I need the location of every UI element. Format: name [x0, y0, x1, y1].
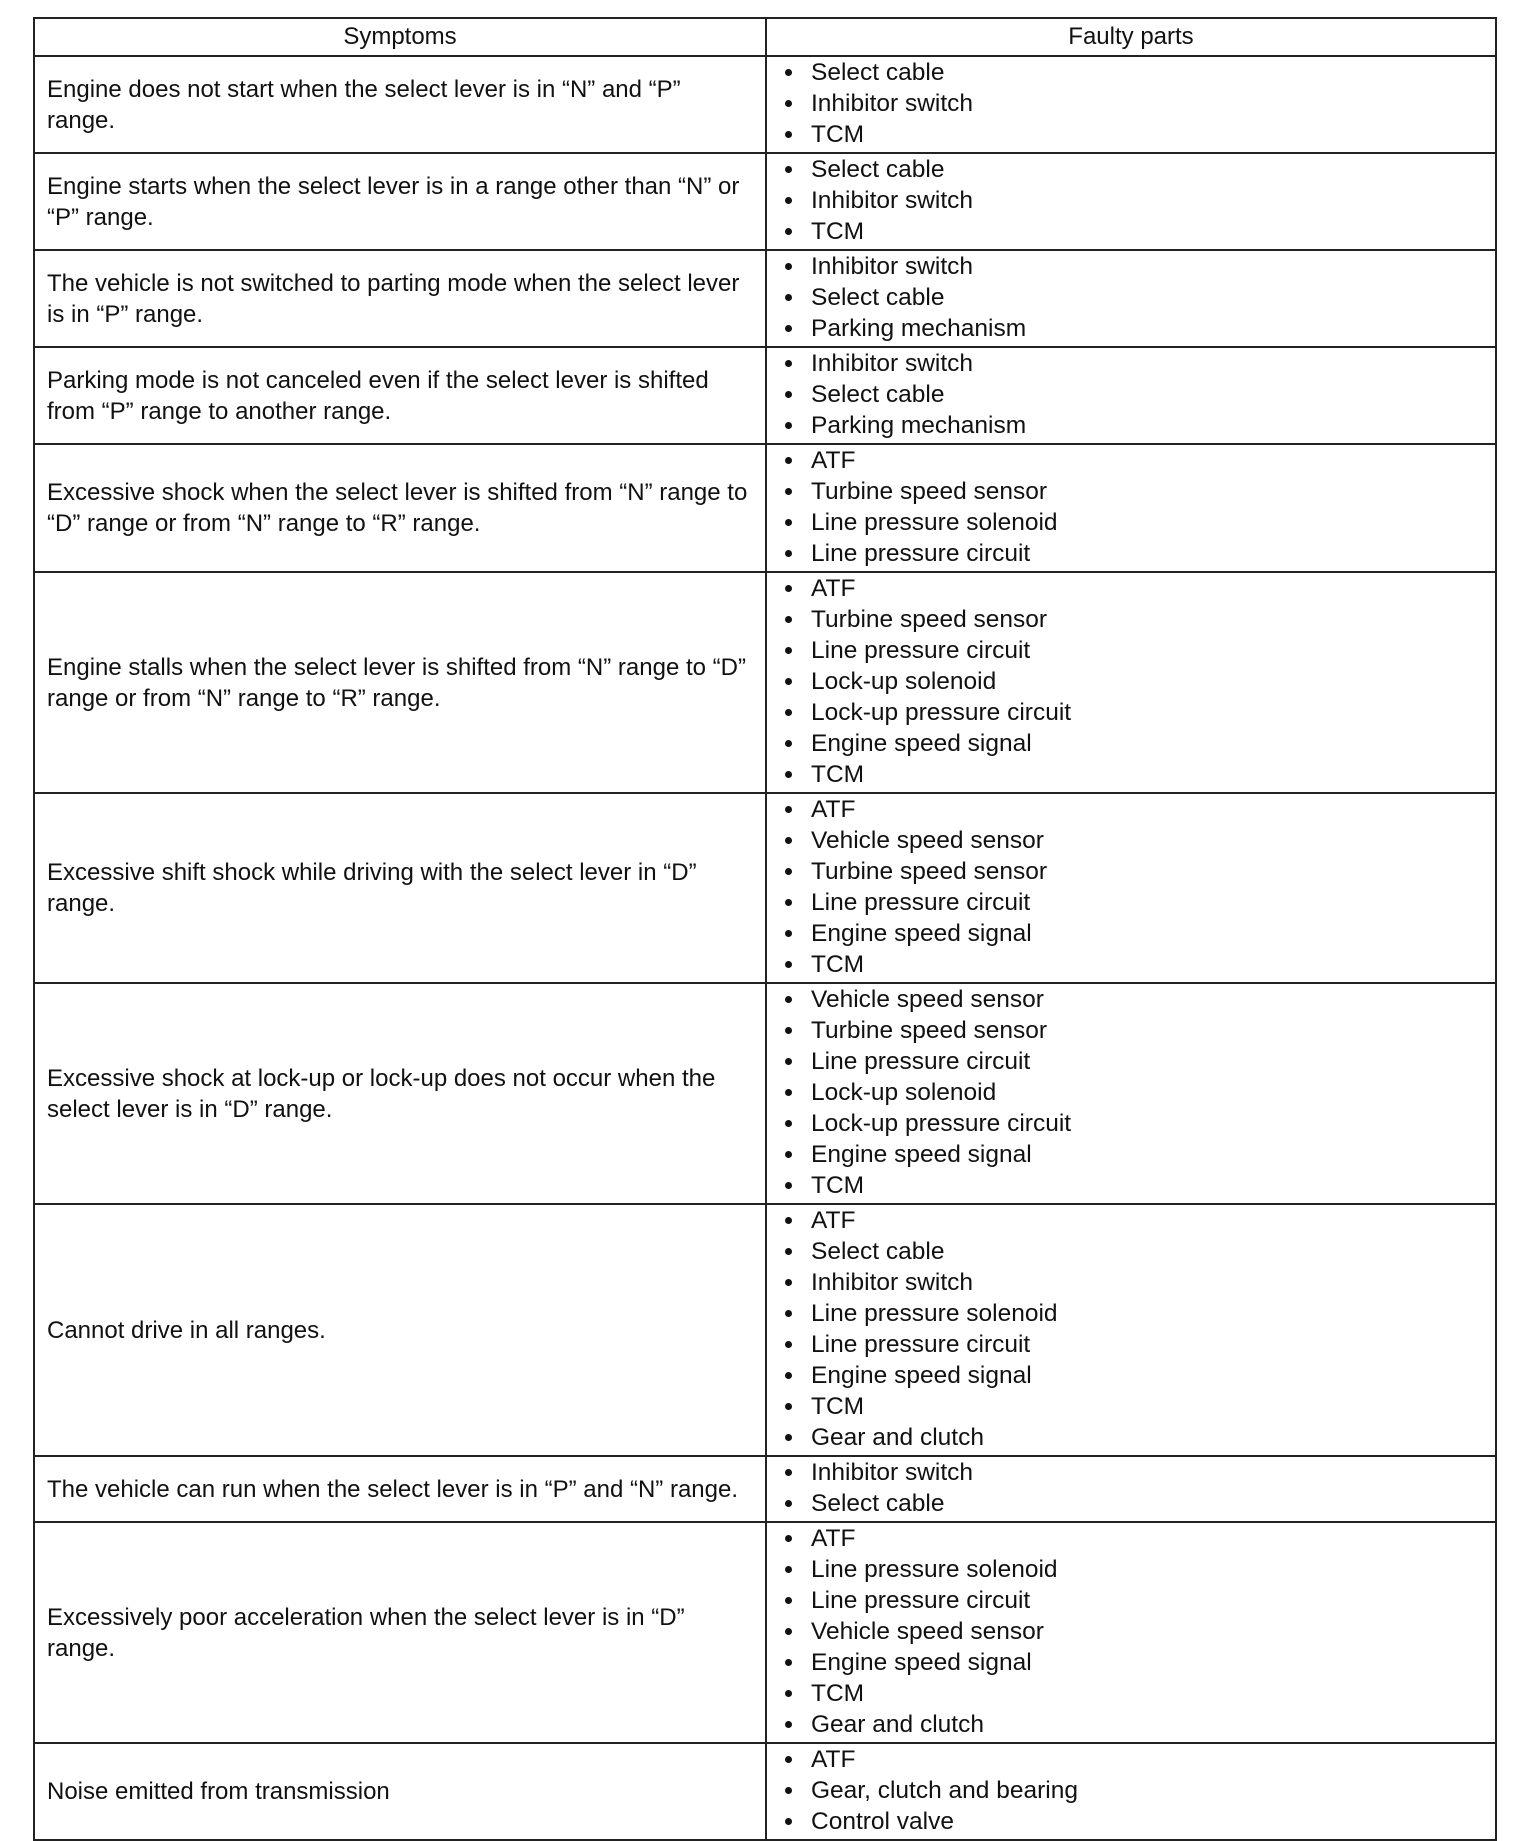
symptom-cell: Engine stalls when the select lever is shifted from “N” range to “D” range or from “N” range to “R” range. — [34, 572, 766, 793]
symptom-cell: Engine does not start when the select lever is in “N” and “P” range. — [34, 56, 766, 153]
faulty-parts-list — [779, 445, 1483, 569]
faulty-part-item: Engine speed signal — [779, 728, 1483, 759]
table-row — [34, 1204, 1496, 1456]
faulty-parts-cell — [766, 250, 1496, 347]
faulty-part-item: Lock-up solenoid — [779, 1077, 1483, 1108]
faulty-part-item: Select cable — [779, 57, 1483, 88]
faulty-part-item: Engine speed signal — [779, 1139, 1483, 1170]
faulty-parts-list — [779, 154, 1483, 247]
faulty-part-item: Gear and clutch — [779, 1422, 1483, 1453]
faulty-parts-cell — [766, 793, 1496, 983]
faulty-parts-cell — [766, 56, 1496, 153]
faulty-part-item: TCM — [779, 949, 1483, 980]
table-row — [34, 1522, 1496, 1743]
table-row — [34, 1743, 1496, 1840]
faulty-parts-list — [779, 1523, 1483, 1740]
symptoms-column-header: Symptoms — [34, 18, 766, 56]
symptom-cell: Excessive shock when the select lever is shifted from “N” range to “D” range or from “N” range to “R” range. — [34, 444, 766, 572]
faulty-part-item: Inhibitor switch — [779, 185, 1483, 216]
faulty-part-item: Line pressure circuit — [779, 1585, 1483, 1616]
faulty-parts-list — [779, 348, 1483, 441]
faulty-part-item: Inhibitor switch — [779, 88, 1483, 119]
faulty-parts-cell — [766, 444, 1496, 572]
table-row — [34, 347, 1496, 444]
table-row — [34, 1456, 1496, 1522]
faulty-part-item: Turbine speed sensor — [779, 1015, 1483, 1046]
faulty-part-item: TCM — [779, 119, 1483, 150]
symptom-cell: The vehicle can run when the select lever is in “P” and “N” range. — [34, 1456, 766, 1522]
symptom-cell: Noise emitted from transmission — [34, 1743, 766, 1840]
faulty-parts-list — [779, 1205, 1483, 1453]
symptom-cell: Excessive shock at lock-up or lock-up does not occur when the select lever is in “D” range. — [34, 983, 766, 1204]
faulty-parts-list — [779, 794, 1483, 980]
symptom-cell: Excessively poor acceleration when the select lever is in “D” range. — [34, 1522, 766, 1743]
faulty-part-item: Vehicle speed sensor — [779, 984, 1483, 1015]
faulty-parts-list — [779, 1744, 1483, 1837]
faulty-parts-list — [779, 1457, 1483, 1519]
faulty-part-item: TCM — [779, 1170, 1483, 1201]
faulty-part-item: Vehicle speed sensor — [779, 825, 1483, 856]
faulty-parts-list — [779, 251, 1483, 344]
header-row — [34, 18, 1496, 56]
faulty-part-item: Vehicle speed sensor — [779, 1616, 1483, 1647]
faulty-part-item: Gear and clutch — [779, 1709, 1483, 1740]
faulty-part-item: Select cable — [779, 1236, 1483, 1267]
faulty-parts-cell — [766, 1456, 1496, 1522]
faulty-part-item: Select cable — [779, 1488, 1483, 1519]
faulty-part-item: Select cable — [779, 379, 1483, 410]
faulty-parts-cell — [766, 347, 1496, 444]
symptom-cell: Parking mode is not canceled even if the select lever is shifted from “P” range to another range. — [34, 347, 766, 444]
table-row — [34, 572, 1496, 793]
faulty-parts-list — [779, 984, 1483, 1201]
faulty-part-item: TCM — [779, 1678, 1483, 1709]
faulty-part-item: Inhibitor switch — [779, 1457, 1483, 1488]
faulty-part-item: Inhibitor switch — [779, 348, 1483, 379]
faulty-part-item: ATF — [779, 794, 1483, 825]
symptom-cell: The vehicle is not switched to parting mode when the select lever is in “P” range. — [34, 250, 766, 347]
faulty-part-item: Parking mechanism — [779, 410, 1483, 441]
faulty-parts-list — [779, 573, 1483, 790]
faulty-part-item: Inhibitor switch — [779, 1267, 1483, 1298]
faulty-part-item: Inhibitor switch — [779, 251, 1483, 282]
table-row — [34, 983, 1496, 1204]
faulty-part-item: Line pressure solenoid — [779, 507, 1483, 538]
faulty-part-item: Lock-up pressure circuit — [779, 1108, 1483, 1139]
faulty-parts-list — [779, 57, 1483, 150]
faulty-parts-cell — [766, 1204, 1496, 1456]
faulty-part-item: Turbine speed sensor — [779, 856, 1483, 887]
faulty-part-item: Line pressure circuit — [779, 1046, 1483, 1077]
faulty-part-item: ATF — [779, 445, 1483, 476]
symptom-cell: Engine starts when the select lever is in a range other than “N” or “P” range. — [34, 153, 766, 250]
table-row — [34, 444, 1496, 572]
faulty-part-item: Turbine speed sensor — [779, 604, 1483, 635]
table-row — [34, 250, 1496, 347]
faulty-part-item: Gear, clutch and bearing — [779, 1775, 1483, 1806]
faulty-part-item: Engine speed signal — [779, 1647, 1483, 1678]
faulty-part-item: TCM — [779, 759, 1483, 790]
faulty-part-item: ATF — [779, 1744, 1483, 1775]
symptom-cell: Cannot drive in all ranges. — [34, 1204, 766, 1456]
table-row — [34, 56, 1496, 153]
faulty-part-item: Parking mechanism — [779, 313, 1483, 344]
faulty-part-item: Line pressure circuit — [779, 635, 1483, 666]
faulty-part-item: Lock-up solenoid — [779, 666, 1483, 697]
symptom-cell: Excessive shift shock while driving with the select lever in “D” range. — [34, 793, 766, 983]
table-body — [34, 56, 1496, 1840]
faulty-parts-cell — [766, 1743, 1496, 1840]
faulty-part-item: Select cable — [779, 154, 1483, 185]
faulty-part-item: Line pressure circuit — [779, 538, 1483, 569]
faulty-part-item: ATF — [779, 1523, 1483, 1554]
faulty-parts-cell — [766, 153, 1496, 250]
faulty-part-item: Lock-up pressure circuit — [779, 697, 1483, 728]
faulty-part-item: TCM — [779, 216, 1483, 247]
faulty-part-item: Turbine speed sensor — [779, 476, 1483, 507]
faulty-part-item: Engine speed signal — [779, 1360, 1483, 1391]
faulty-parts-column-header: Faulty parts — [766, 18, 1496, 56]
faulty-part-item: ATF — [779, 1205, 1483, 1236]
faulty-part-item: TCM — [779, 1391, 1483, 1422]
faulty-parts-cell — [766, 983, 1496, 1204]
faulty-part-item: Line pressure solenoid — [779, 1554, 1483, 1585]
table-row — [34, 793, 1496, 983]
symptom-faulty-parts-table — [33, 17, 1497, 1841]
faulty-part-item: Line pressure circuit — [779, 1329, 1483, 1360]
faulty-part-item: Line pressure circuit — [779, 887, 1483, 918]
faulty-part-item: ATF — [779, 573, 1483, 604]
faulty-parts-cell — [766, 572, 1496, 793]
table-row — [34, 153, 1496, 250]
faulty-part-item: Line pressure solenoid — [779, 1298, 1483, 1329]
faulty-part-item: Select cable — [779, 282, 1483, 313]
faulty-part-item: Control valve — [779, 1806, 1483, 1837]
faulty-parts-cell — [766, 1522, 1496, 1743]
faulty-part-item: Engine speed signal — [779, 918, 1483, 949]
